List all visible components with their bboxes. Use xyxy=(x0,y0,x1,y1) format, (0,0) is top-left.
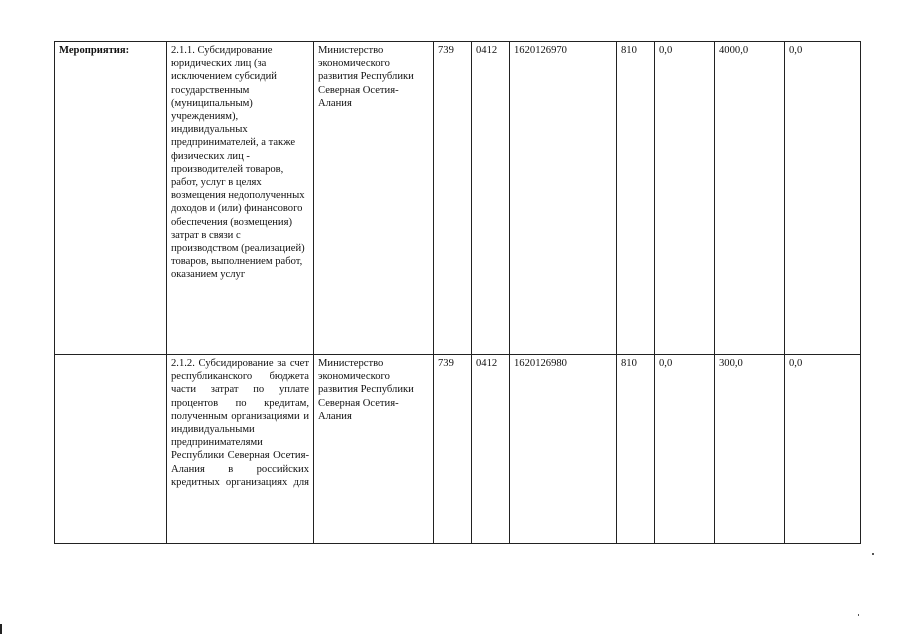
scan-speck xyxy=(858,614,859,616)
code-expense-type: 810 xyxy=(617,355,655,544)
scan-speck xyxy=(872,553,874,555)
code-ministry: 739 xyxy=(434,42,472,355)
value-3: 0,0 xyxy=(785,42,861,355)
value-2: 300,0 xyxy=(715,355,785,544)
value-2: 4000,0 xyxy=(715,42,785,355)
measure-description: 2.1.2. Субсидирование за счет республиканского бюджета части затрат по уплате процентов по кредитам, полученным организациями и индивидуальными предпринимателями Республики Северная Осетия-Алания в российских кредитных организациях для xyxy=(167,355,314,544)
row-label xyxy=(55,355,167,544)
budget-table xyxy=(54,41,861,544)
scan-edge-mark xyxy=(0,624,2,634)
table-row xyxy=(55,355,861,544)
code-section: 0412 xyxy=(472,42,510,355)
executor-name: Министерство экономического развития Республики Северная Осетия-Алания xyxy=(314,355,434,544)
code-ministry: 739 xyxy=(434,355,472,544)
code-target: 1620126970 xyxy=(510,42,617,355)
row-label: Мероприятия: xyxy=(55,42,167,355)
value-1: 0,0 xyxy=(655,355,715,544)
value-3: 0,0 xyxy=(785,355,861,544)
code-expense-type: 810 xyxy=(617,42,655,355)
code-section: 0412 xyxy=(472,355,510,544)
value-1: 0,0 xyxy=(655,42,715,355)
measure-description: 2.1.1. Субсидирование юридических лиц (за исключением субсидий государственным (муниципальным) учреждениям), индивидуальных предпринимателей, а также физических лиц - производителей товаров, работ, услуг в целях возмещения недополученных доходов и (или) финансового обеспечения (возмещения) затрат в связи с производством (реализацией) товаров, выполнением работ, оказанием услуг xyxy=(167,42,314,355)
executor-name: Министерство экономического развития Республики Северная Осетия-Алания xyxy=(314,42,434,355)
code-target: 1620126980 xyxy=(510,355,617,544)
table-row xyxy=(55,42,861,355)
